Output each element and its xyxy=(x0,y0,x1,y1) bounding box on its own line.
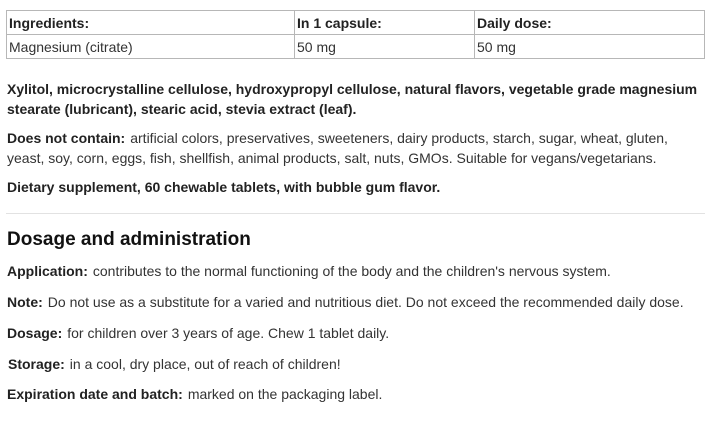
dosage-heading: Dosage and administration xyxy=(7,229,251,250)
header-daily-dose: Daily dose: xyxy=(475,11,705,35)
cell-daily-dose: 50 mg xyxy=(475,35,705,59)
dosage-text: for children over 3 years of age. Chew 1 tablet daily. xyxy=(67,325,390,341)
table-body xyxy=(7,35,705,59)
header-ingredients: Ingredients: xyxy=(7,11,295,35)
note-label: Note: xyxy=(7,294,43,310)
application-text: contributes to the normal functioning of the body and the children's nervous system. xyxy=(92,263,611,279)
header-in-1-capsule: In 1 capsule: xyxy=(295,11,475,35)
note-text: Do not use as a substitute for a varied and nutritious diet. Do not exceed the recommended daily dose. xyxy=(47,294,684,310)
dietary-supplement-text: Dietary supplement, 60 chewable tablets, with bubble gum flavor. xyxy=(7,179,441,195)
expiration-label: Expiration date and batch: xyxy=(7,386,183,402)
does-not-contain-text: artificial colors, preservatives, sweeteners, dairy products, starch, sugar, wheat, gluten, yeast, soy, corn, eggs, fish, shellfish, animal products, salt, nuts, GMOs. Suitable for vegans/vegetarians. xyxy=(7,130,668,166)
application-label: Application: xyxy=(7,263,88,279)
does-not-contain-line xyxy=(7,128,697,168)
cell-per-capsule: 50 mg xyxy=(295,35,475,59)
dosage-label: Dosage: xyxy=(7,325,63,341)
expiration-line xyxy=(7,384,382,404)
storage-text: in a cool, dry place, out of reach of children! xyxy=(69,356,341,372)
dosage-line xyxy=(7,323,389,343)
composition-text: Xylitol, microcrystalline cellulose, hydroxypropyl cellulose, natural flavors, vegetable grade magnesium stearate (lubricant), stearic acid, stevia extract (leaf). xyxy=(7,81,698,117)
storage-line xyxy=(8,354,341,374)
section-divider xyxy=(6,213,705,214)
table-header xyxy=(7,11,705,35)
expiration-text: marked on the packaging label. xyxy=(187,386,383,402)
table-header-row xyxy=(7,11,705,35)
cell-ingredient-name: Magnesium (citrate) xyxy=(7,35,295,59)
ingredients-table xyxy=(6,10,705,59)
note-line xyxy=(7,292,684,312)
application-line xyxy=(7,261,611,281)
table-row xyxy=(7,35,705,59)
storage-label: Storage: xyxy=(8,356,65,372)
does-not-contain-label: Does not contain: xyxy=(7,130,126,146)
